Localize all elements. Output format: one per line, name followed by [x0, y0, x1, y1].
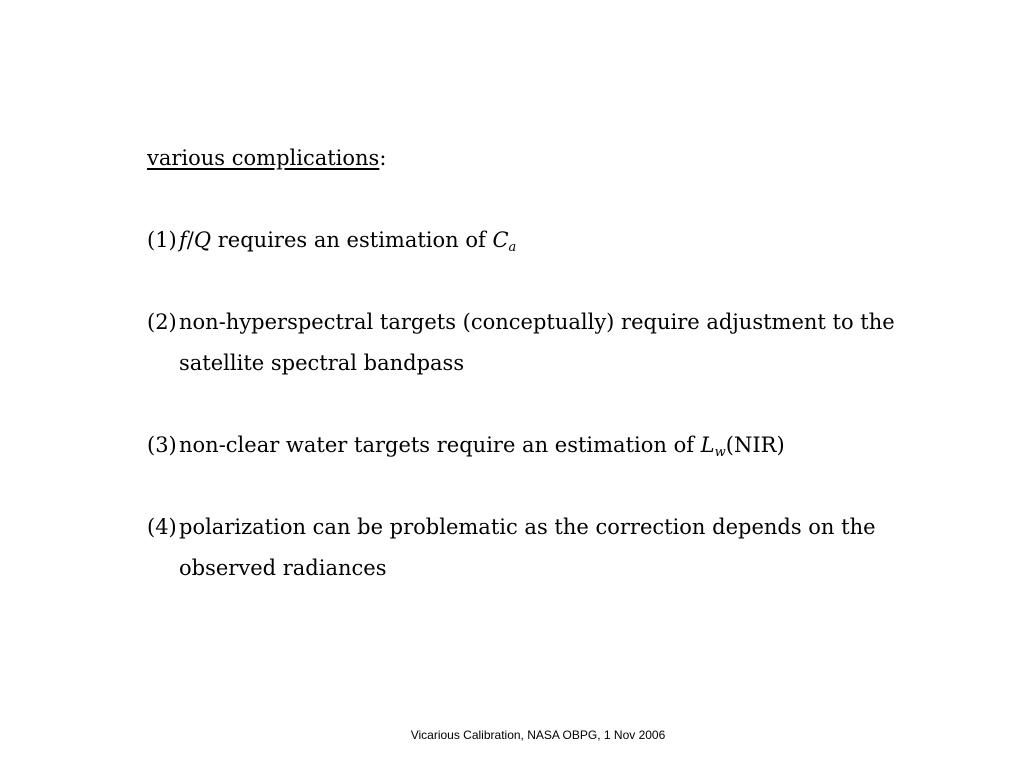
variable-subscript-w: w — [714, 445, 726, 460]
list-item-3 — [147, 425, 907, 466]
item-number: (4) — [147, 515, 177, 539]
heading-text: various complications — [147, 146, 380, 170]
symbol-q: Q — [193, 228, 212, 252]
slide-footer: Vicarious Calibration, NASA OBPG, 1 Nov 2006 — [410, 728, 666, 742]
item-number: (2) — [147, 310, 177, 334]
item-text: non-clear water targets require an estimation of — [179, 433, 694, 457]
list-item-1 — [147, 220, 907, 261]
list-item-2 — [147, 302, 907, 384]
variable-c: C — [492, 228, 509, 252]
variable-suffix-nir: (NIR) — [725, 433, 785, 457]
item-text: polarization can be problematic as the correction depends on the observed radiances — [179, 515, 876, 580]
item-text: requires an estimation of — [217, 228, 486, 252]
slide-heading — [147, 138, 907, 179]
variable-subscript-a: a — [508, 240, 517, 255]
item-text: non-hyperspectral targets (conceptually) require adjustment to the satellite spectral bandpass — [179, 310, 895, 375]
heading-colon: : — [379, 146, 387, 170]
item-number: (1) — [147, 228, 177, 252]
variable-l: L — [700, 433, 715, 457]
symbol-slash: / — [186, 228, 194, 252]
slide-body — [147, 138, 907, 630]
symbol-f: f — [179, 228, 187, 252]
list-item-4 — [147, 507, 907, 589]
item-number: (3) — [147, 433, 177, 457]
